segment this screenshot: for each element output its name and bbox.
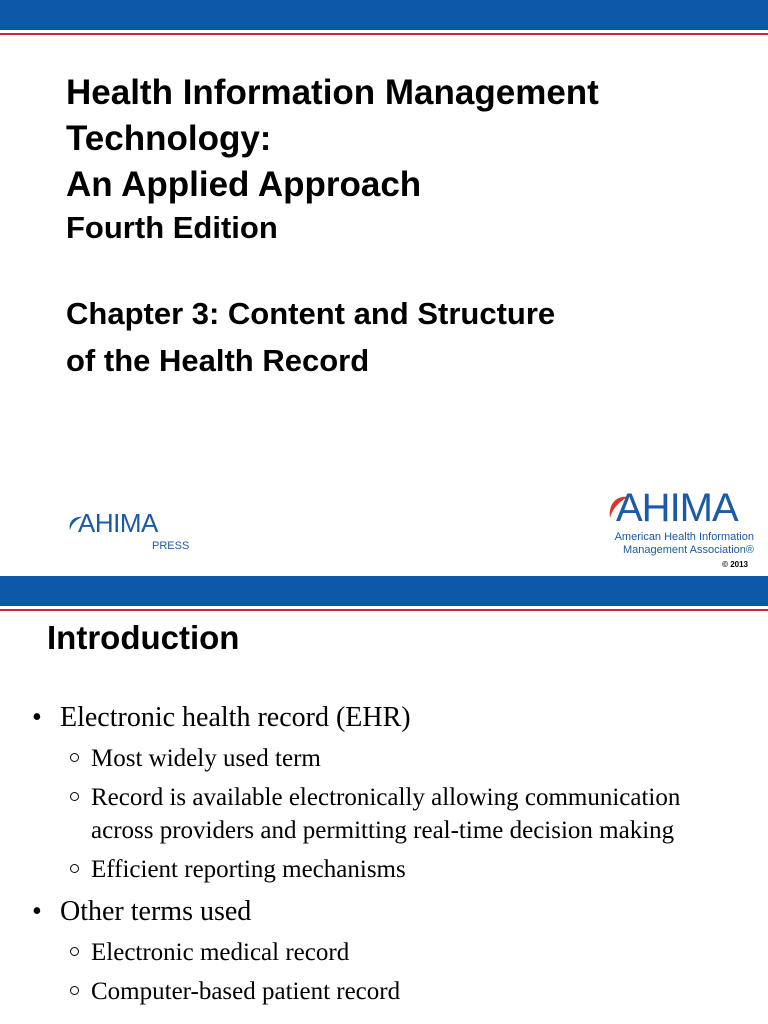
sub-bullet-item bbox=[0, 975, 768, 1008]
sub-bullet-text: Electronic medical record bbox=[91, 939, 350, 966]
book-title-line: Technology: bbox=[66, 119, 272, 158]
ahima-tagline: Management Association® bbox=[622, 544, 754, 556]
book-title bbox=[66, 70, 746, 248]
slide-title: Introduction bbox=[47, 619, 240, 656]
sub-bullet-item bbox=[0, 936, 768, 969]
press-wordmark: AHIMA bbox=[78, 508, 158, 538]
bullet-dot-icon: • bbox=[32, 896, 42, 927]
bullet-dot-icon: • bbox=[32, 702, 42, 733]
header-rule-red bbox=[0, 609, 768, 611]
ahima-press-logo bbox=[68, 508, 188, 554]
bullet-ring-icon bbox=[70, 986, 79, 995]
bullet-item bbox=[0, 896, 768, 928]
press-subtitle: PRESS bbox=[152, 540, 190, 552]
chapter-title bbox=[66, 290, 746, 384]
sub-bullet-text: Computer-based patient record bbox=[91, 978, 401, 1005]
bullet-ring-icon bbox=[70, 864, 79, 873]
chapter-title-line: of the Health Record bbox=[66, 343, 370, 378]
ahima-logo bbox=[606, 486, 758, 572]
ahima-wordmark: AHIMA bbox=[616, 486, 738, 530]
bullet-text: Electronic health record (EHR) bbox=[60, 702, 411, 733]
ahima-tagline: American Health Information bbox=[614, 531, 754, 543]
bullet-ring-icon bbox=[70, 792, 79, 801]
book-title-line: An Applied Approach bbox=[66, 165, 422, 204]
bullet-list bbox=[0, 702, 768, 1014]
sub-bullet-text: Record is available electronically allowing communication across providers and permitting real-time decision making bbox=[91, 784, 681, 844]
book-edition: Fourth Edition bbox=[66, 210, 278, 245]
content-slide bbox=[0, 576, 768, 1024]
bullet-text: Other terms used bbox=[60, 896, 252, 927]
bullet-ring-icon bbox=[70, 753, 79, 762]
sub-bullet-text: Efficient reporting mechanisms bbox=[91, 856, 406, 883]
header-rule-red bbox=[0, 33, 768, 35]
bullet-item bbox=[0, 702, 768, 734]
chapter-title-line: Chapter 3: Content and Structure bbox=[66, 296, 556, 331]
book-title-line: Health Information Management bbox=[66, 73, 599, 112]
header-band bbox=[0, 0, 768, 30]
sub-bullet-item bbox=[0, 781, 768, 847]
sub-bullet-item bbox=[0, 853, 768, 886]
copyright-notice: © 2013 bbox=[722, 560, 748, 569]
bullet-ring-icon bbox=[70, 947, 79, 956]
sub-bullet-item bbox=[0, 742, 768, 775]
sub-bullet-text: Most widely used term bbox=[91, 745, 321, 772]
header-band bbox=[0, 576, 768, 606]
